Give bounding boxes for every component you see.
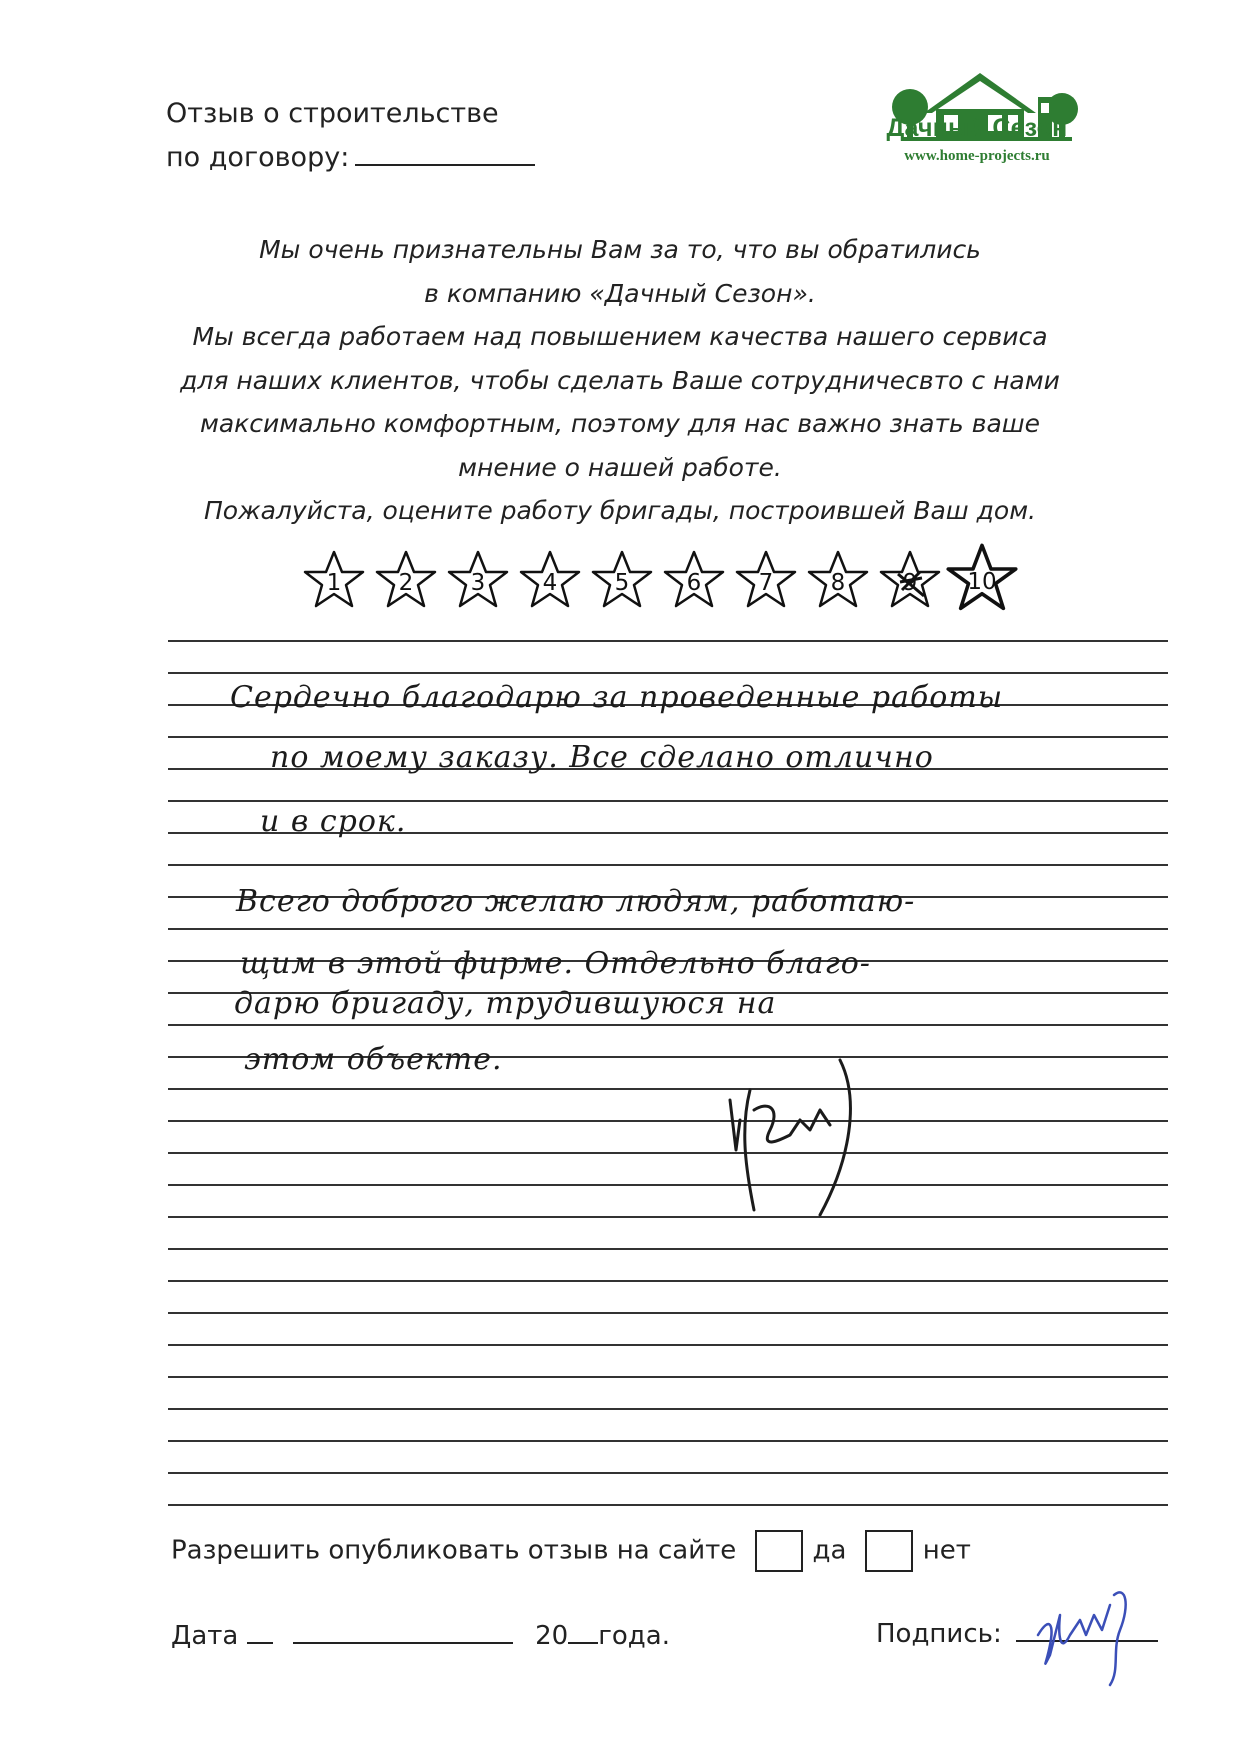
ruled-line <box>168 1152 1168 1154</box>
ruled-line <box>168 1184 1168 1186</box>
ruled-line <box>168 1216 1168 1218</box>
form-header <box>166 92 535 180</box>
rating-star-7[interactable] <box>734 548 798 612</box>
ruled-line <box>168 1248 1168 1250</box>
intro-line: Мы очень признательны Вам за то, что вы обратились <box>259 235 981 264</box>
intro-line: для наших клиентов, чтобы сделать Ваше сотрудничесвто с нами <box>180 365 1060 395</box>
review-line: дарю бригаду, трудившуюся на <box>234 986 777 1021</box>
ruled-line <box>168 1280 1168 1282</box>
ruled-line <box>168 1312 1168 1314</box>
ruled-line <box>168 1024 1168 1026</box>
review-line: и в срок. <box>260 804 407 839</box>
intro-text <box>120 228 1120 533</box>
rating-star-1[interactable] <box>302 548 366 612</box>
publish-permission <box>171 1530 971 1572</box>
star-number: 2 <box>398 570 414 596</box>
ruled-line <box>168 640 1168 642</box>
year-field[interactable] <box>568 1620 598 1644</box>
ruled-line <box>168 736 1168 738</box>
rating-stars <box>302 548 1042 628</box>
ruled-line <box>168 1120 1168 1122</box>
ruled-line <box>168 864 1168 866</box>
star-number: 9 <box>902 570 918 596</box>
rating-star-9[interactable] <box>878 548 942 612</box>
intro-line: в компанию «Дачный Сезон». <box>424 278 816 308</box>
handwritten-signature <box>710 1040 870 1230</box>
date-label: Дата <box>171 1621 239 1651</box>
rating-star-8[interactable] <box>806 548 870 612</box>
blue-ink-signature <box>1030 1575 1160 1690</box>
rating-star-3[interactable] <box>446 548 510 612</box>
rating-star-10[interactable] <box>946 542 1018 614</box>
ruled-line <box>168 1408 1168 1410</box>
rating-star-5[interactable] <box>590 548 654 612</box>
review-line: этом объекте. <box>244 1042 503 1077</box>
ruled-line <box>168 1504 1168 1506</box>
form-title: Отзыв о строительстве <box>166 98 499 129</box>
contract-number-field[interactable] <box>355 142 535 166</box>
publish-yes-checkbox[interactable] <box>755 1530 803 1572</box>
date-row <box>171 1620 670 1651</box>
rating-star-2[interactable] <box>374 548 438 612</box>
ruled-line <box>168 1472 1168 1474</box>
ruled-line <box>168 672 1168 674</box>
star-number: 4 <box>542 570 558 596</box>
star-number: 8 <box>830 570 846 596</box>
year-prefix: 20 <box>535 1621 569 1651</box>
ruled-line <box>168 1088 1168 1090</box>
star-number: 7 <box>758 570 774 596</box>
intro-line: мнение о нашей работе. <box>458 452 782 482</box>
review-line: Сердечно благодарю за проведенные работы <box>230 680 1004 715</box>
star-number: 10 <box>967 569 997 595</box>
publish-yes-label: да <box>812 1535 847 1566</box>
intro-line: Пожалуйста, оцените работу бригады, построившей Ваш дом. <box>204 496 1036 525</box>
ruled-line <box>168 1376 1168 1378</box>
review-line: щим в этой фирме. Отдельно благо- <box>240 946 871 981</box>
intro-line: максимально комфортным, поэтому для нас важно знать ваше <box>199 409 1041 438</box>
logo-name: Дачный Сезон <box>886 114 1068 142</box>
day-field[interactable] <box>247 1620 273 1644</box>
ruled-line <box>168 800 1168 802</box>
star-number: 3 <box>470 570 486 596</box>
logo-url: www.home-projects.ru <box>904 148 1050 164</box>
intro-line: Мы всегда работаем над повышением качества нашего сервиса <box>192 322 1048 351</box>
contract-label: по договору: <box>166 142 350 173</box>
ruled-line <box>168 1344 1168 1346</box>
publish-no-label: нет <box>922 1535 971 1566</box>
review-line: Всего доброго желаю людям, работаю- <box>236 884 916 919</box>
month-field[interactable] <box>293 1620 513 1644</box>
star-number: 6 <box>686 570 702 596</box>
rating-star-6[interactable] <box>662 548 726 612</box>
rating-star-4[interactable] <box>518 548 582 612</box>
publish-label: Разрешить опубликовать отзыв на сайте <box>171 1535 737 1566</box>
review-line: по моему заказу. Все сделано отлично <box>270 740 934 775</box>
star-number: 5 <box>614 570 630 596</box>
publish-no-checkbox[interactable] <box>865 1530 913 1572</box>
signature-label: Подпись: <box>876 1619 1002 1649</box>
ruled-line <box>168 1440 1168 1442</box>
ruled-line <box>168 928 1168 930</box>
year-suffix: года. <box>598 1621 670 1651</box>
star-number: 1 <box>326 570 342 596</box>
